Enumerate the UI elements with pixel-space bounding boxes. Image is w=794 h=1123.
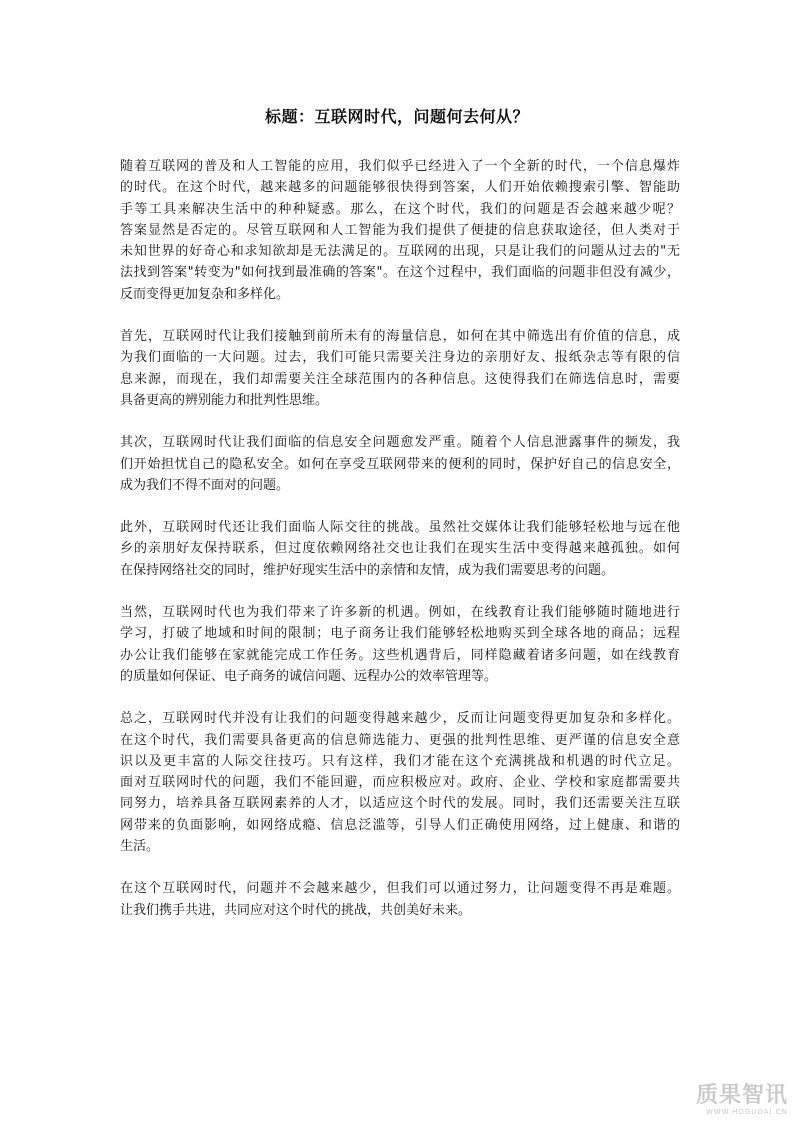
text-line: 答案显然是否定的。尽管互联网和人工智能为我们提供了便捷的信息获取途径，但人类对于 bbox=[120, 222, 680, 238]
paragraph bbox=[120, 432, 680, 496]
document-body bbox=[120, 156, 680, 942]
text-line: 在这个互联网时代，问题并不会越来越少，但我们可以通过努力，让问题变得不再是难题。 bbox=[120, 881, 680, 897]
text-line: 生活。 bbox=[120, 839, 160, 855]
paragraph bbox=[120, 602, 680, 687]
text-line: 面对互联网时代的问题，我们不能回避，而应积极应对。政府、企业、学校和家庭都需要共 bbox=[120, 775, 680, 791]
text-line: 的质量如何保证、电子商务的诚信问题、远程办公的效率管理等。 bbox=[120, 668, 498, 684]
text-line: 反而变得更加复杂和多样化。 bbox=[120, 286, 290, 302]
text-line: 同努力，培养具备互联网素养的人才，以适应这个时代的发展。同时，我们还需要关注互联 bbox=[120, 796, 680, 812]
text-line: 在保持网络社交的同时，维护好现实生活中的亲情和友情，成为我们需要思考的问题。 bbox=[120, 562, 615, 578]
text-line: 识以及更丰富的人际交往技巧。只有这样，我们才能在这个充满挑战和机遇的时代立足。 bbox=[120, 753, 680, 769]
paragraph bbox=[120, 156, 680, 305]
text-line: 办公让我们能够在家就能完成工作任务。这些机遇背后，同样隐藏着诸多问题，如在线教育 bbox=[120, 647, 680, 663]
text-line: 法找到答案"转变为"如何找到最准确的答案"。在这个过程中，我们面临的问题非但没有减少， bbox=[120, 265, 680, 281]
paragraph bbox=[120, 878, 680, 921]
watermark-logo bbox=[696, 1084, 788, 1117]
text-line: 们开始担忧自己的隐私安全。如何在享受互联网带来的便利的同时，保护好自己的信息安全， bbox=[120, 456, 680, 472]
text-line: 其次，互联网时代让我们面临的信息安全问题愈发严重。随着个人信息泄露事件的频发，我 bbox=[120, 435, 680, 451]
watermark-url: WWW.HOGUOAI.CN bbox=[705, 1108, 788, 1116]
text-line: 学习，打破了地域和时间的限制；电子商务让我们能够轻松地购买到全球各地的商品；远程 bbox=[120, 626, 680, 642]
text-line: 息来源，而现在，我们却需要关注全球范围内的各种信息。这使得我们在筛选信息时，需要 bbox=[120, 371, 680, 387]
text-line: 手等工具来解决生活中的种种疑惑。那么，在这个时代，我们的问题是否会越来越少呢？ bbox=[120, 201, 680, 217]
text-line: 具备更高的辨别能力和批判性思维。 bbox=[120, 392, 329, 408]
document-title: 标题：互联网时代，问题何去何从？ bbox=[264, 107, 529, 126]
text-line: 首先，互联网时代让我们接触到前所未有的海量信息，如何在其中筛选出有价值的信息，成 bbox=[120, 329, 680, 345]
text-line: 总之，互联网时代并没有让我们的问题变得越来越少，反而让问题变得更加复杂和多样化。 bbox=[120, 711, 680, 727]
text-line: 随着互联网的普及和人工智能的应用，我们似乎已经进入了一个全新的时代，一个信息爆炸 bbox=[120, 159, 680, 174]
text-line: 在这个时代，我们需要具备更高的信息筛选能力、更强的批判性思维、更严谨的信息安全意 bbox=[120, 732, 680, 748]
text-line: 乡的亲朋好友保持联系，但过度依赖网络社交也让我们在现实生活中变得越来越孤独。如何 bbox=[120, 541, 680, 557]
paragraph bbox=[120, 517, 680, 581]
text-line: 此外，互联网时代还让我们面临人际交往的挑战。虽然社交媒体让我们能够轻松地与远在他 bbox=[120, 520, 680, 536]
text-line: 为我们面临的一大问题。过去，我们可能只需要关注身边的亲朋好友、报纸杂志等有限的信 bbox=[120, 350, 680, 366]
paragraph bbox=[120, 708, 680, 857]
paragraph bbox=[120, 326, 680, 411]
text-line: 网带来的负面影响，如网络成瘾、信息泛滥等，引导人们正确使用网络，过上健康、和谐的 bbox=[120, 817, 680, 833]
text-line: 成为我们不得不面对的问题。 bbox=[120, 477, 290, 493]
text-line: 未知世界的好奇心和求知欲却是无法满足的。互联网的出现，只是让我们的问题从过去的"无 bbox=[120, 244, 680, 260]
text-line: 当然，互联网时代也为我们带来了许多新的机遇。例如，在线教育让我们能够随时随地进行 bbox=[120, 605, 680, 621]
watermark-text: 质果智讯 bbox=[695, 1083, 788, 1108]
text-line: 让我们携手共进，共同应对这个时代的挑战，共创美好未来。 bbox=[120, 902, 472, 918]
text-line: 的时代。在这个时代，越来越多的问题能够很快得到答案，人们开始依赖搜索引擎、智能助 bbox=[120, 180, 680, 196]
